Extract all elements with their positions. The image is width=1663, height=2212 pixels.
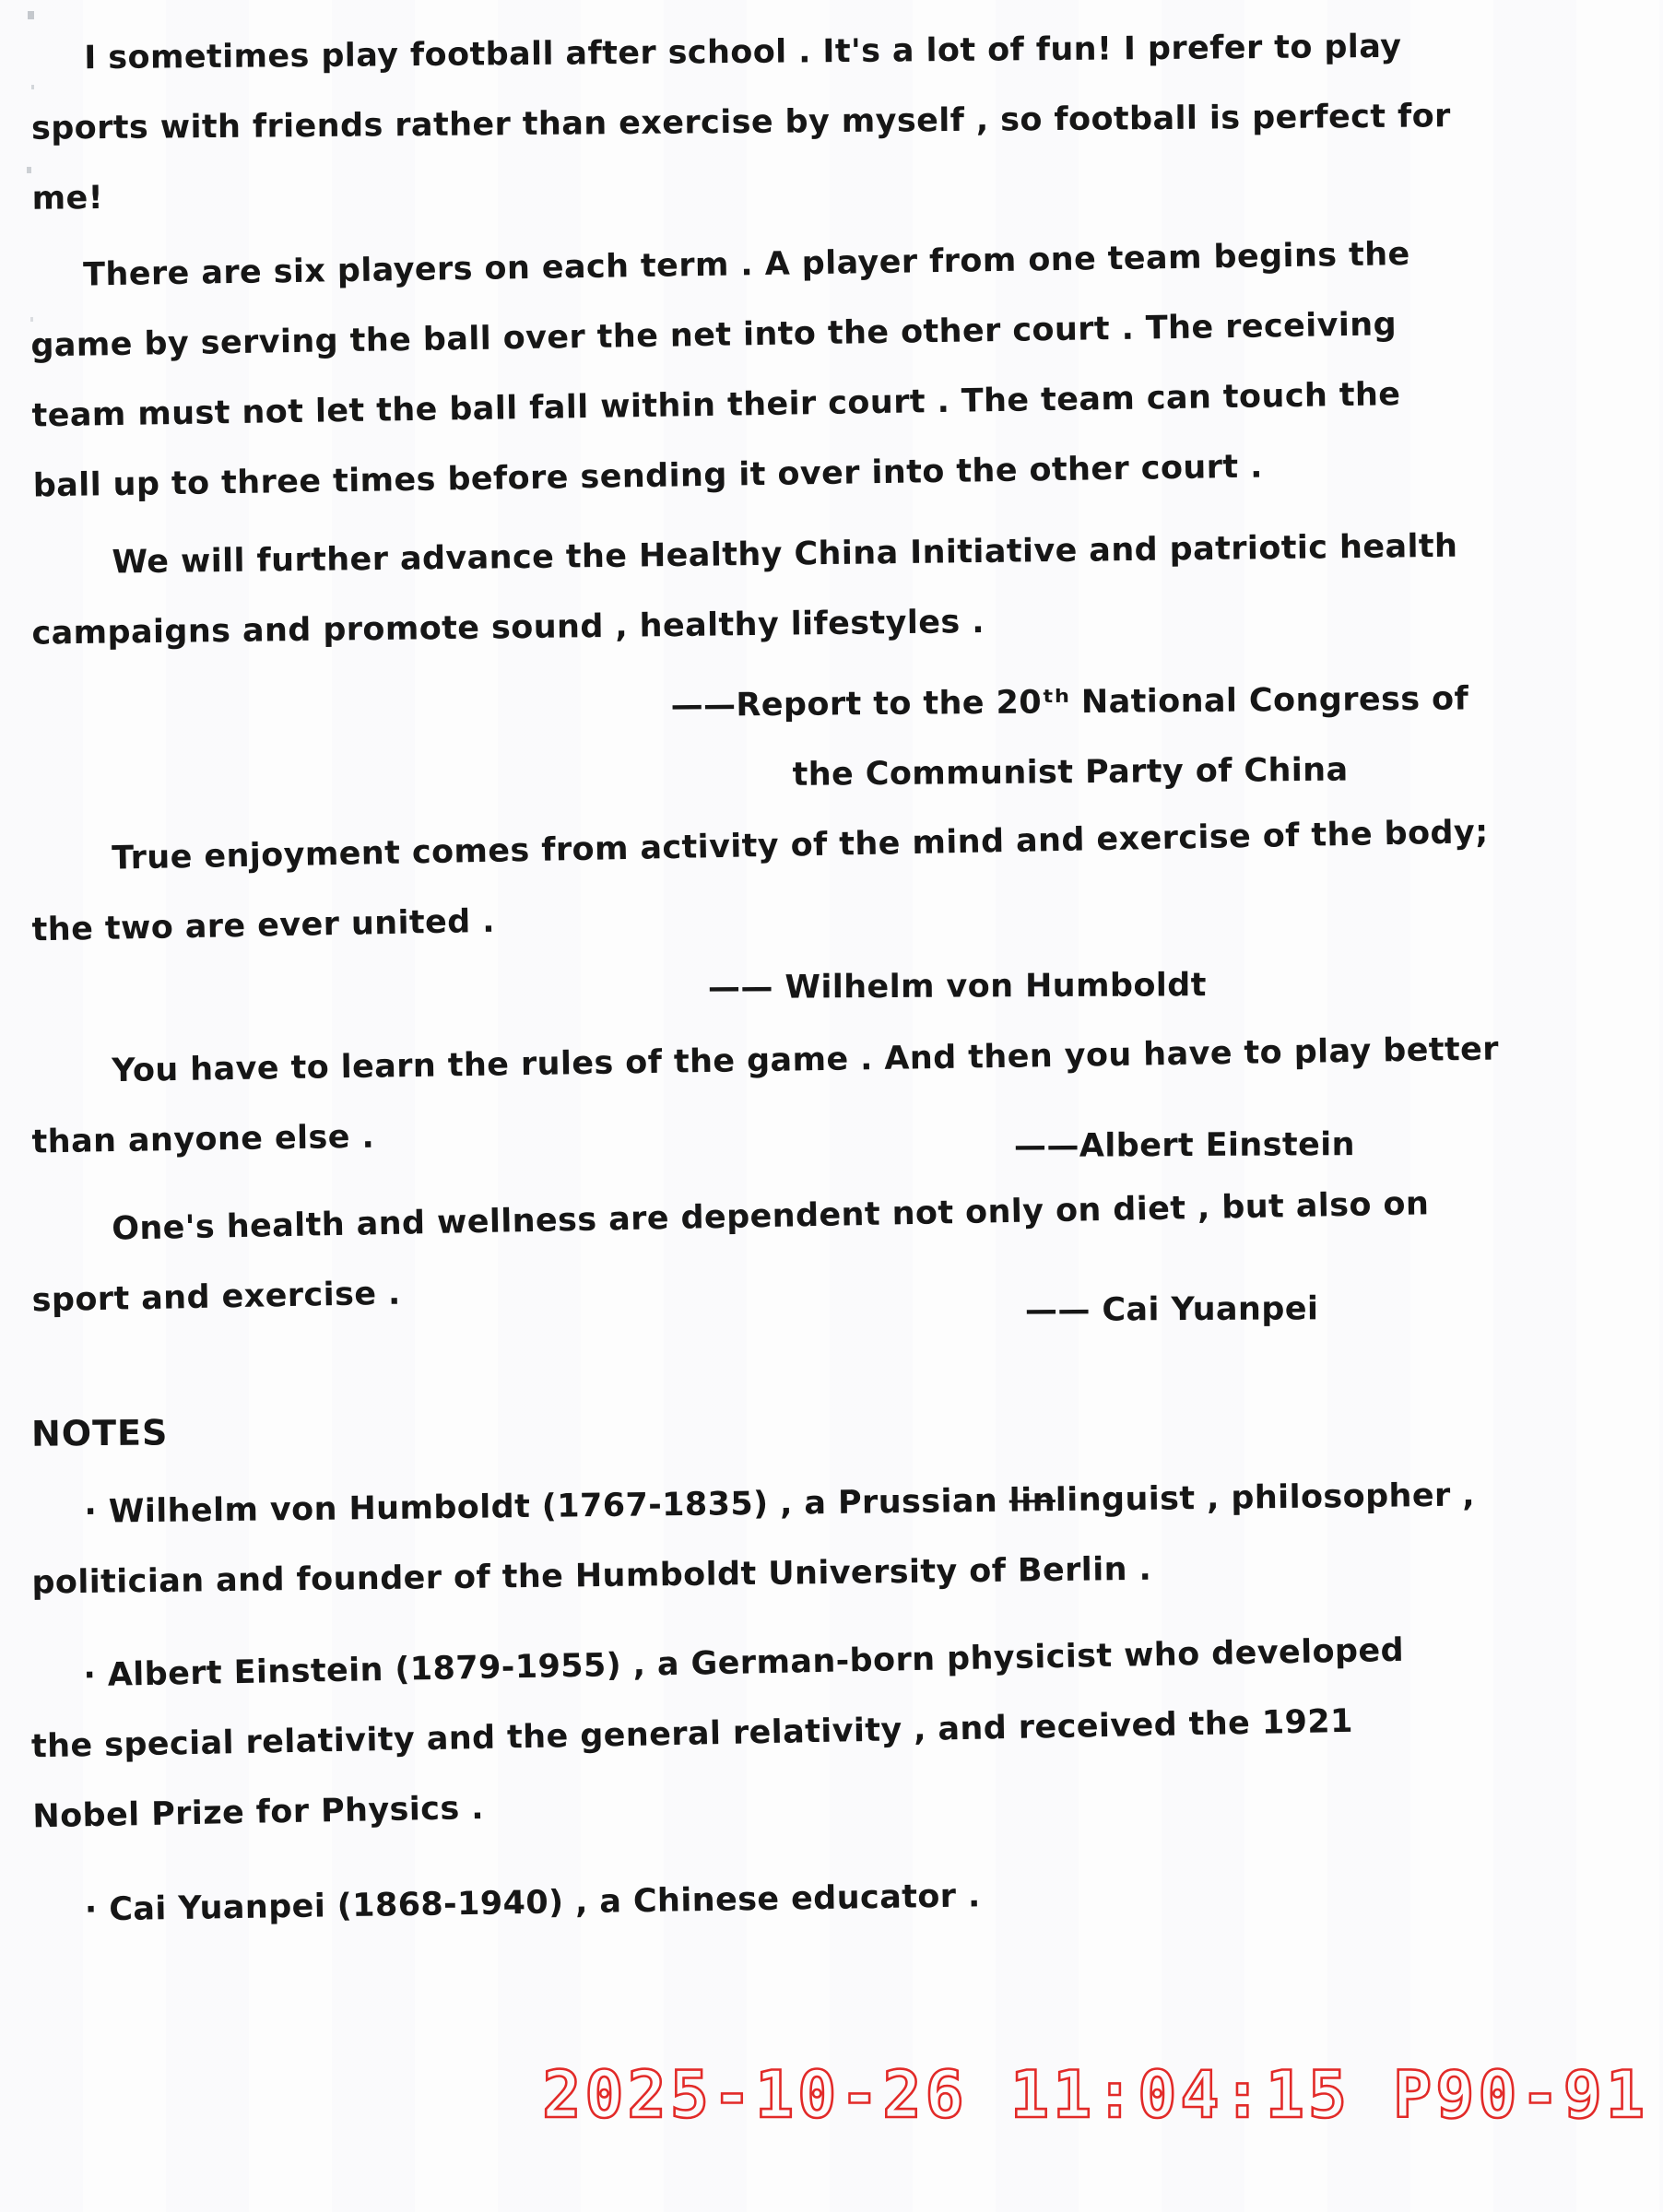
humboldt-attribution: —— Wilhelm von Humboldt bbox=[707, 967, 1207, 1006]
note-humboldt-text-before: · Wilhelm von Humboldt (1767-1835) , a Prussian bbox=[84, 1482, 1010, 1531]
game-rules-paragraph: There are six players on each term . A player from one team begins the game by serving the ball over the net into the other court . The receiving team must not let the ball fall within their court . The team can touch the ball up to three times before sending it over into the other court . bbox=[30, 235, 1410, 505]
healthy-china-quote-paragraph: We will further advance the Healthy China Initiative and patriotic health campaigns and promote sound , healthy lifestyles . bbox=[31, 527, 1458, 653]
einstein-quote-paragraph: You have to learn the rules of the game . And then you have to play better than anyone else . bbox=[31, 1030, 1500, 1161]
notes-heading: NOTES bbox=[30, 1412, 169, 1454]
note-einstein: · Albert Einstein (1879-1955) , a German-born physicist who developed the special relativity and the general relativity , and received the 1921 Nobel Prize for Physics . bbox=[30, 1631, 1405, 1836]
note-humboldt-struck-word: lin bbox=[1008, 1482, 1056, 1520]
cai-attribution: —— Cai Yuanpei bbox=[1024, 1290, 1319, 1329]
einstein-attribution: ——Albert Einstein bbox=[1013, 1126, 1356, 1165]
note-cai: · Cai Yuanpei (1868-1940) , a Chinese educator . bbox=[84, 1877, 981, 1929]
note-humboldt-text-after: linguist , philosopher , politician and founder of the Humboldt University of Berlin . bbox=[31, 1477, 1476, 1602]
humboldt-quote-paragraph: True enjoyment comes from activity of the mind and exercise of the body; the two are ever united . bbox=[31, 813, 1489, 949]
note-humboldt bbox=[0, 1458, 1663, 1618]
report-attribution: ——Report to the 20ᵗʰ National Congress of the Communist Party of China bbox=[670, 680, 1469, 794]
scan-artifact-marks bbox=[28, 11, 34, 19]
cai-quote-paragraph: One's health and wellness are dependent not only on diet , but also on sport and exercise . bbox=[31, 1185, 1430, 1320]
intro-paragraph: I sometimes play football after school . It's a lot of fun! I prefer to play sports with friends rather than exercise by myself , so football is perfect for me! bbox=[30, 28, 1451, 218]
timestamp-stamp: 2025-10-26 11:04:15 P90-91 bbox=[542, 2057, 1648, 2133]
